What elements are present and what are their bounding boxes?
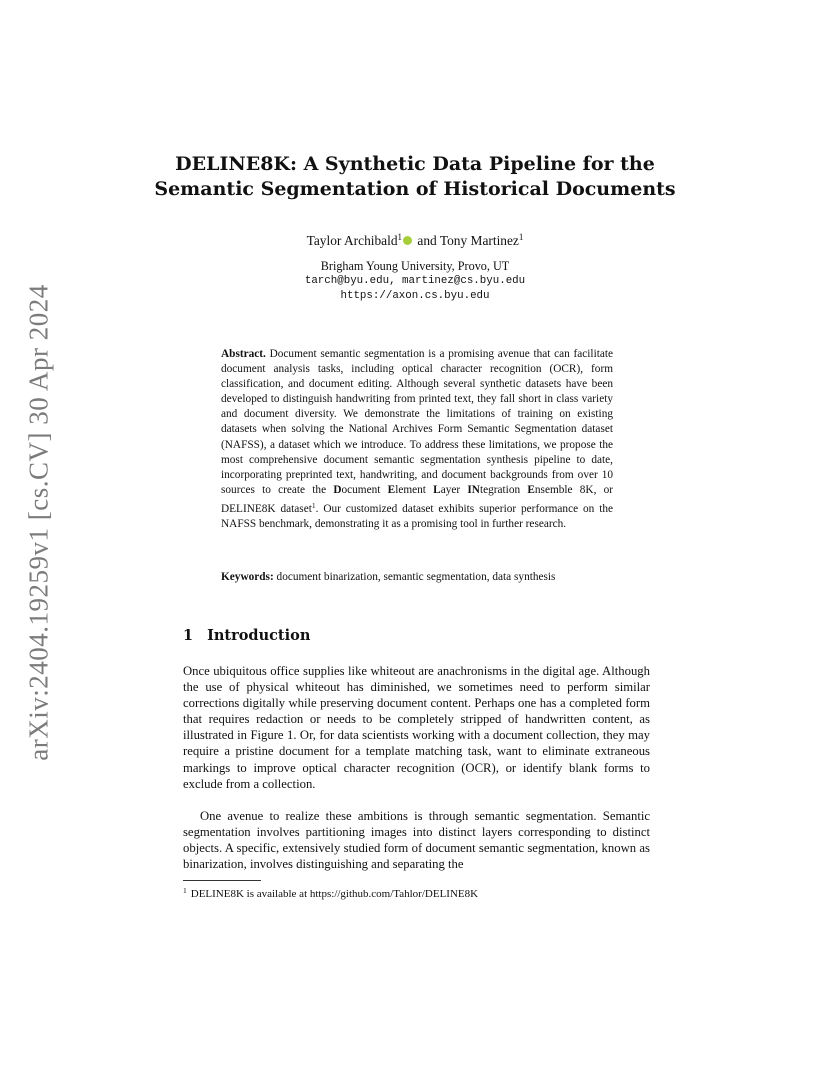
affiliation-block (150, 259, 680, 304)
abstract-label: Abstract. (221, 348, 266, 360)
abstract-text-b: . Our customized dataset exhibits superior performance on the NAFSS benchmark, demonstrating it as a promising tool in further research. (221, 502, 613, 531)
acronym-letter-l: L (433, 483, 441, 496)
institution: Brigham Young University, Provo, UT (320, 259, 510, 273)
lab-website-link[interactable]: https://axon.cs.byu.edu (340, 290, 490, 302)
section-title: Introduction (207, 627, 311, 644)
paper-title (150, 152, 680, 202)
acronym-word-layer: ayer (440, 483, 461, 496)
section-heading-introduction (183, 627, 310, 644)
footnote-text[interactable]: DELINE8K is available at https://github.com/Tahlor/DELINE8K (190, 888, 479, 900)
acronym-letter-d: D (333, 483, 342, 496)
acronym-word-document: ocument (341, 483, 381, 496)
acronym-word-ensemble: nsemble 8K, or DELINE8K dataset (221, 483, 614, 515)
acronym-word-integration: tegration (479, 483, 521, 496)
keywords (221, 570, 613, 585)
acronym-letter-e: E (387, 483, 396, 496)
acronym-letter-in: IN (467, 483, 480, 496)
author-connector: and (417, 233, 437, 248)
footnote (183, 884, 650, 901)
title-line-2: Semantic Segmentation of Historical Documents (154, 178, 676, 200)
keywords-label: Keywords: (221, 571, 274, 583)
author-list (150, 229, 680, 249)
abstract-text-a: Document semantic segmentation is a promising avenue that can facilitate document analysis tasks, including optical character recognition (OCR), form classification, and document editing. Although several synthetic datasets have been developed to distinguish handwriting from printed text, they fall short in class variety and document diversity. We demonstrate the limitations of training on existing datasets when solving the National Archives Form Semantic Segmentation dataset (NAFSS), a dataset which we introduce. To address these limitations, we propose the most comprehensive document semantic segmentation synthesis pipeline to date, incorporating preprinted text, handwriting, and document backgrounds from over 10 sources to create the (221, 348, 614, 496)
acronym-word-element: lement (395, 483, 426, 496)
title-line-1: DELINE8K: A Synthetic Data Pipeline for the (175, 153, 655, 175)
arxiv-stamp-text: arXiv:2404.19259v1 [cs.CV] 30 Apr 2024 (23, 283, 54, 761)
author-1-affil-mark: 1 (397, 232, 403, 242)
intro-paragraph-1: Once ubiquitous office supplies like whiteout are anachronisms in the digital age. Although the use of physical whiteout has diminished, we sometimes need to perform similar corrections digitally while preserving document content. Perhaps one has a completed form that requires redaction or needs to be completely stripped of handwritten content, as illustrated in Figure 1. Or, for data scientists working with a document collection, they may require a pristine document for a template matching task, want to eliminate extraneous markings to improve optical character recognition (OCR), or identify blank forms to exclude from a collection. (183, 664, 650, 791)
acronym-letter-e2: E (527, 483, 535, 496)
footnote-mark: 1 (183, 886, 187, 895)
author-2-affil-mark: 1 (518, 232, 524, 242)
keywords-text: document binarization, semantic segmentation, data synthesis (276, 571, 556, 583)
author-2-name: Tony Martinez (439, 233, 519, 248)
section-number: 1 (183, 627, 194, 644)
orcid-icon[interactable] (403, 236, 412, 245)
footnote-ref-1[interactable]: 1 (311, 500, 316, 510)
author-1-name: Taylor Archibald (306, 233, 398, 248)
abstract (221, 347, 613, 532)
arxiv-stamp (22, 283, 56, 761)
author-emails[interactable]: tarch@byu.edu, martinez@cs.byu.edu (304, 275, 526, 287)
footnote-divider (183, 880, 261, 881)
intro-paragraph-2: One avenue to realize these ambitions is through semantic segmentation. Semantic segmentation involves partitioning images into distinct layers corresponding to distinct objects. A specific, extensively studied form of document semantic segmentation, known as binarization, involves distinguishing and separating the (183, 809, 650, 872)
